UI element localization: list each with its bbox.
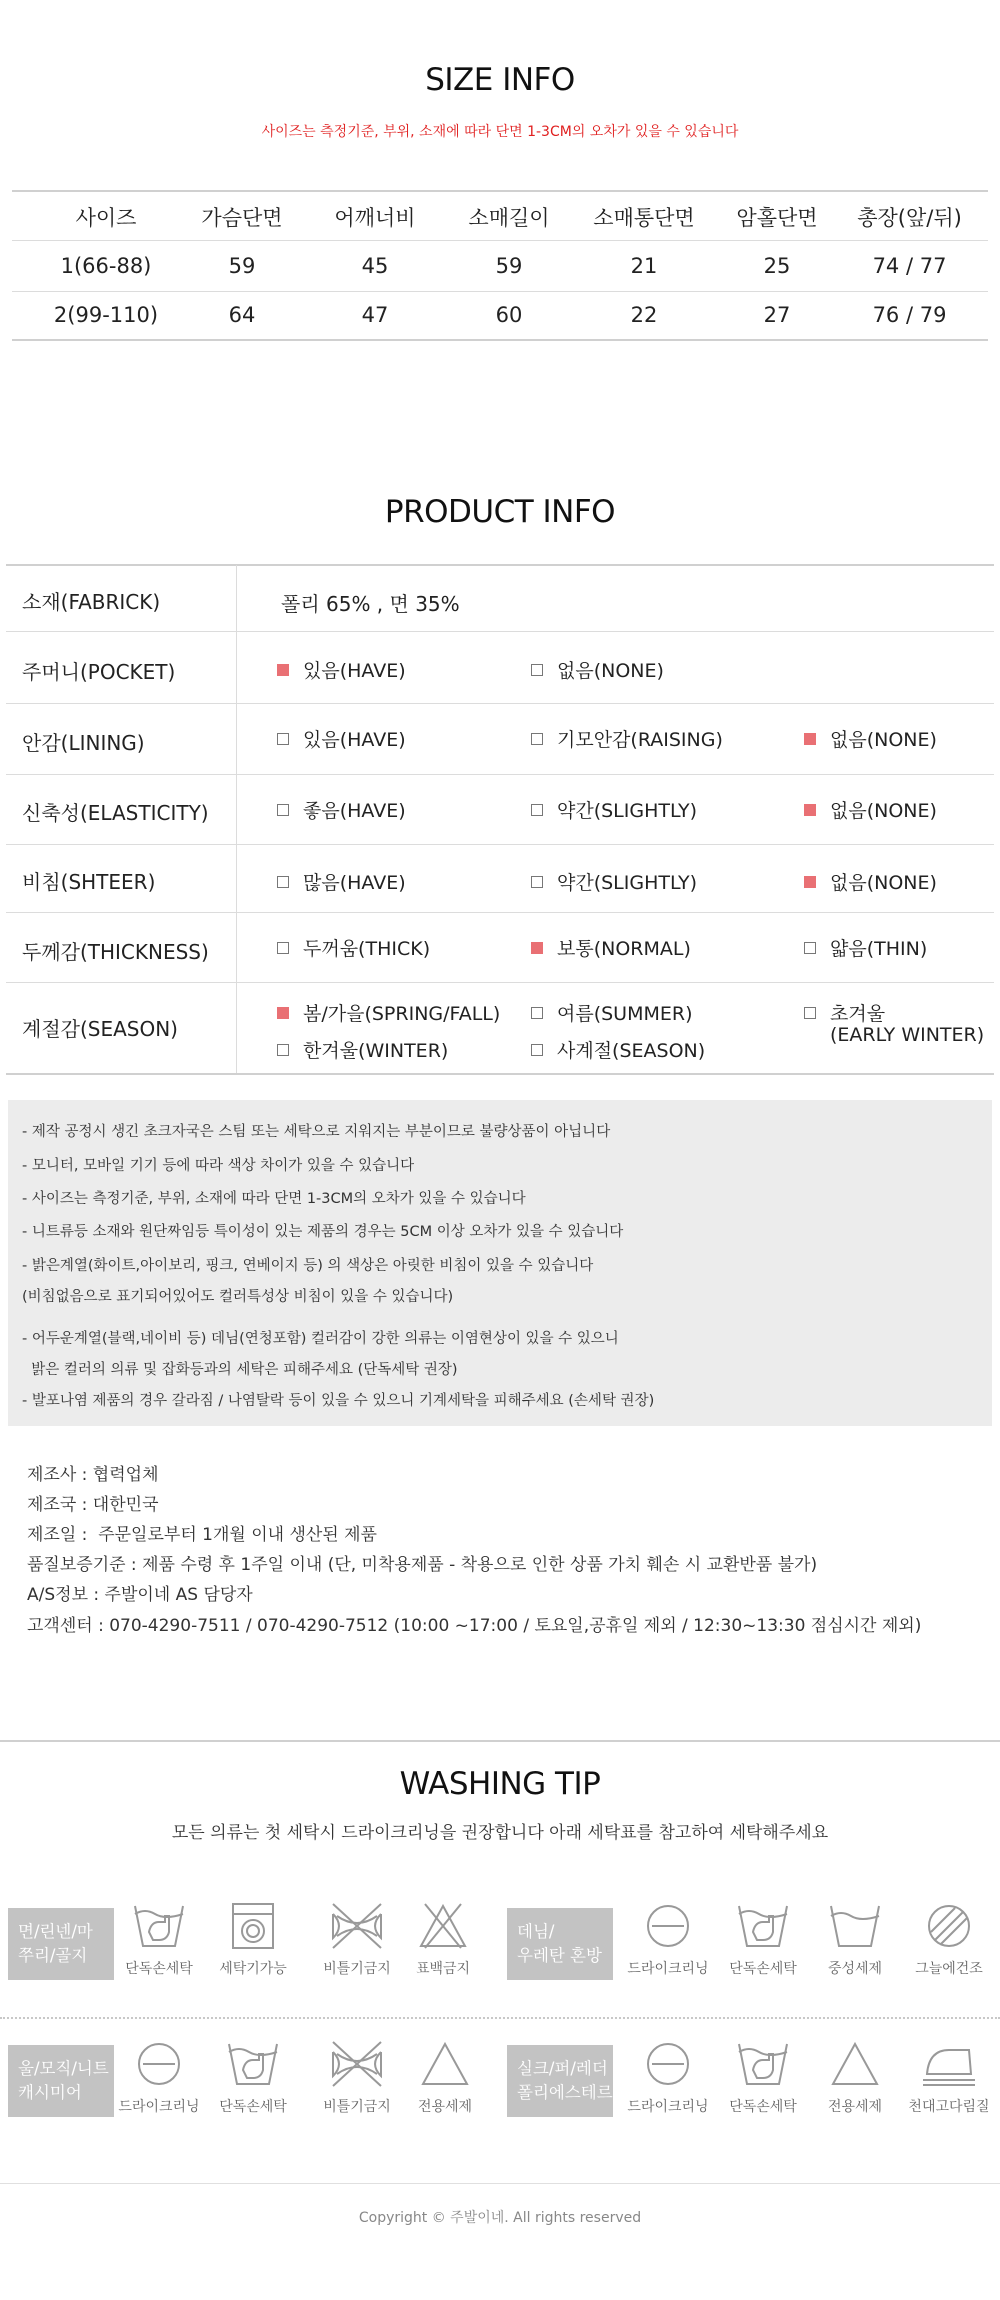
care-item: 그늘에건조 <box>899 1900 999 1978</box>
category-label: 면/린넨/마 쭈리/골지 <box>8 1908 114 1980</box>
care-item: 전용세제 <box>805 2038 905 2116</box>
no-wring-icon <box>327 1900 387 1952</box>
manufacturer-line: 품질보증기준 : 제품 수령 후 1주일 이내 (단, 미착용제품 - 착용으로 인한 상품 가치 훼손 시 교환반품 불가) <box>27 1555 818 1575</box>
care-item: 드라이크리닝 <box>618 2038 718 2116</box>
washing-tip-subtitle: 모든 의류는 첫 세탁시 드라이크리닝을 권장합니다 아래 세탁표를 참고하여 세탁해주세요 <box>171 1823 829 1843</box>
care-item: 전용세제 <box>395 2038 495 2116</box>
care-item: 단독손세탁 <box>713 1900 813 1978</box>
dry-clean-icon <box>640 1900 696 1952</box>
fabric-value: 폴리 65% , 면 35% <box>281 592 460 616</box>
lining-label: 안감(LINING) <box>22 731 145 755</box>
elasticity-option: 없음(NONE) <box>804 796 937 823</box>
washing-machine-icon <box>225 1900 281 1952</box>
notice-line: - 어두운계열(블랙,네이비 등) 데님(연청포함) 컬러감이 강한 의류는 이염현상이 있을 수 있으니 <box>22 1331 619 1347</box>
notice-line: - 니트류등 소재와 원단짜임등 특이성이 있는 제품의 경우는 5CM 이상 오차가 있을 수 있습니다 <box>22 1224 624 1240</box>
size-cell: 47 <box>361 303 389 327</box>
size-cell: 59 <box>228 254 256 278</box>
checkbox-checked <box>531 942 543 954</box>
checkbox-empty <box>531 1044 543 1056</box>
checkbox-empty <box>277 876 289 888</box>
iron-cloth-icon <box>919 2038 979 2090</box>
manufacturer-line: 제조사 : 협력업체 <box>27 1465 159 1485</box>
care-item: 비틀기금지 <box>307 2038 407 2116</box>
hand-wash-icon <box>131 1900 187 1952</box>
thickness-option: 얇음(THIN) <box>804 934 927 961</box>
notice-line: - 제작 공정시 생긴 초크자국은 스팀 또는 세탁으로 지워지는 부분이므로 불량상품이 아닙니다 <box>22 1124 611 1140</box>
checkbox-empty <box>531 733 543 745</box>
size-header: 사이즈 <box>75 206 137 230</box>
neutral-detergent-icon <box>827 1900 883 1952</box>
size-cell: 22 <box>630 303 658 327</box>
care-item: 드라이크리닝 <box>109 2038 209 2116</box>
sheer-option: 약간(SLIGHTLY) <box>531 868 697 895</box>
checkbox-empty <box>277 1044 289 1056</box>
checkbox-empty <box>277 942 289 954</box>
category-label: 데님/ 우레탄 혼방 <box>507 1908 613 1980</box>
manufacturer-line: 제조일 : 주문일로부터 1개월 이내 생산된 제품 <box>27 1525 377 1545</box>
care-item: 표백금지 <box>393 1900 493 1978</box>
pocket-option: 없음(NONE) <box>531 656 664 683</box>
season-label: 계절감(SEASON) <box>22 1017 178 1041</box>
size-header: 암홀단면 <box>736 206 818 230</box>
care-item: 중성세제 <box>805 1900 905 1978</box>
lining-option: 기모안감(RAISING) <box>531 725 723 752</box>
notice-line: - 밝은계열(화이트,아이보리, 핑크, 연베이지 등) 의 색상은 아릿한 비침이 있을 수 있습니다 <box>22 1258 594 1274</box>
product-info-title: PRODUCT INFO <box>384 494 616 530</box>
thickness-label: 두께감(THICKNESS) <box>22 940 209 964</box>
checkbox-empty <box>531 876 543 888</box>
customer-center: 고객센터 : 070-4290-7511 / 070-4290-7512 (10:00 ~17:00 / 토요일,공휴일 제외 / 12:30~13:30 점심시간 제외) <box>27 1616 922 1636</box>
size-cell: 64 <box>228 303 256 327</box>
hand-wash-icon <box>225 2038 281 2090</box>
checkbox-checked <box>804 876 816 888</box>
lining-option: 있음(HAVE) <box>277 725 406 752</box>
hand-wash-icon <box>735 1900 791 1952</box>
checkbox-empty <box>531 1007 543 1019</box>
checkbox-checked <box>804 733 816 745</box>
size-cell: 74 / 77 <box>872 254 947 278</box>
size-cell: 45 <box>361 254 389 278</box>
elasticity-option: 약간(SLIGHTLY) <box>531 796 697 823</box>
season-option-subtext: (EARLY WINTER) <box>830 1024 985 1046</box>
checkbox-empty <box>804 1007 816 1019</box>
size-info-title: SIZE INFO <box>425 62 575 98</box>
checkbox-empty <box>531 664 543 676</box>
manufacturer-line: A/S정보 : 주발이네 AS 담당자 <box>27 1585 253 1605</box>
notice-line: - 사이즈는 측정기준, 부위, 소재에 따라 단면 1-3CM의 오차가 있을 수 있습니다 <box>22 1191 526 1207</box>
sheer-option: 없음(NONE) <box>804 868 937 895</box>
size-cell: 1(66-88) <box>60 254 152 278</box>
thickness-option: 보통(NORMAL) <box>531 934 691 961</box>
season-option: 초겨울 <box>804 999 885 1026</box>
checkbox-empty <box>277 733 289 745</box>
size-cell: 27 <box>763 303 791 327</box>
manufacturer-line: 제조국 : 대한민국 <box>27 1495 159 1515</box>
elasticity-label: 신축성(ELASTICITY) <box>22 801 209 825</box>
size-cell: 21 <box>630 254 658 278</box>
checkbox-empty <box>804 942 816 954</box>
checkbox-checked <box>277 1007 289 1019</box>
sheer-option: 많음(HAVE) <box>277 868 406 895</box>
triangle-icon <box>417 2038 473 2090</box>
care-item: 천대고다림질 <box>899 2038 999 2116</box>
size-info-subtitle: 사이즈는 측정기준, 부위, 소재에 따라 단면 1-3CM의 오차가 있을 수 있습니다 <box>261 124 739 140</box>
fabric-label: 소재(FABRICK) <box>22 590 161 614</box>
notice-line: - 모니터, 모바일 기기 등에 따라 색상 차이가 있을 수 있습니다 <box>22 1158 415 1174</box>
shade-dry-icon <box>921 1900 977 1952</box>
size-header: 소매통단면 <box>593 206 695 230</box>
care-item: 단독손세탁 <box>203 2038 303 2116</box>
sheer-label: 비침(SHTEER) <box>22 870 156 894</box>
checkbox-checked <box>277 664 289 676</box>
dry-clean-icon <box>640 2038 696 2090</box>
category-label: 실크/퍼/레더 폴리에스테르 <box>507 2045 613 2117</box>
notice-line: - 발포나염 제품의 경우 갈라짐 / 나염탈락 등이 있을 수 있으니 기계세탁을 피해주세요 (손세탁 권장) <box>22 1393 655 1409</box>
size-cell: 76 / 79 <box>872 303 947 327</box>
season-option: 여름(SUMMER) <box>531 999 693 1026</box>
notice-line: 밝은 컬러의 의류 및 잡화등과의 세탁은 피해주세요 (단독세탁 권장) <box>22 1362 458 1378</box>
size-header: 소매길이 <box>468 206 550 230</box>
no-wring-icon <box>327 2038 387 2090</box>
size-header: 어깨너비 <box>334 206 416 230</box>
size-cell: 59 <box>495 254 523 278</box>
pocket-option: 있음(HAVE) <box>277 656 406 683</box>
care-item: 세탁기가능 <box>203 1900 303 1978</box>
washing-tip-title: WASHING TIP <box>399 1766 601 1802</box>
hand-wash-icon <box>735 2038 791 2090</box>
pocket-label: 주머니(POCKET) <box>22 660 176 684</box>
season-option: 한겨울(WINTER) <box>277 1036 448 1063</box>
dry-clean-icon <box>131 2038 187 2090</box>
notice-line: (비침없음으로 표기되어있어도 컬러특성상 비침이 있을 수 있습니다) <box>22 1289 454 1305</box>
size-cell: 60 <box>495 303 523 327</box>
size-cell: 2(99-110) <box>53 303 159 327</box>
care-item: 비틀기금지 <box>307 1900 407 1978</box>
size-header: 총장(앞/뒤) <box>857 206 962 230</box>
care-item: 단독손세탁 <box>713 2038 813 2116</box>
no-bleach-icon <box>415 1900 471 1952</box>
copyright: Copyright © 주발이네. All rights reserved <box>358 2210 642 2226</box>
category-label: 울/모직/니트 캐시미어 <box>8 2045 114 2117</box>
checkbox-checked <box>804 804 816 816</box>
checkbox-empty <box>277 804 289 816</box>
elasticity-option: 좋음(HAVE) <box>277 796 406 823</box>
checkbox-empty <box>531 804 543 816</box>
triangle-icon <box>827 2038 883 2090</box>
care-item: 드라이크리닝 <box>618 1900 718 1978</box>
care-item: 단독손세탁 <box>109 1900 209 1978</box>
size-header: 가슴단면 <box>201 206 283 230</box>
size-cell: 25 <box>763 254 791 278</box>
lining-option: 없음(NONE) <box>804 725 937 752</box>
season-option: 봄/가을(SPRING/FALL) <box>277 999 500 1026</box>
season-option: 사계절(SEASON) <box>531 1036 705 1063</box>
thickness-option: 두꺼움(THICK) <box>277 934 430 961</box>
